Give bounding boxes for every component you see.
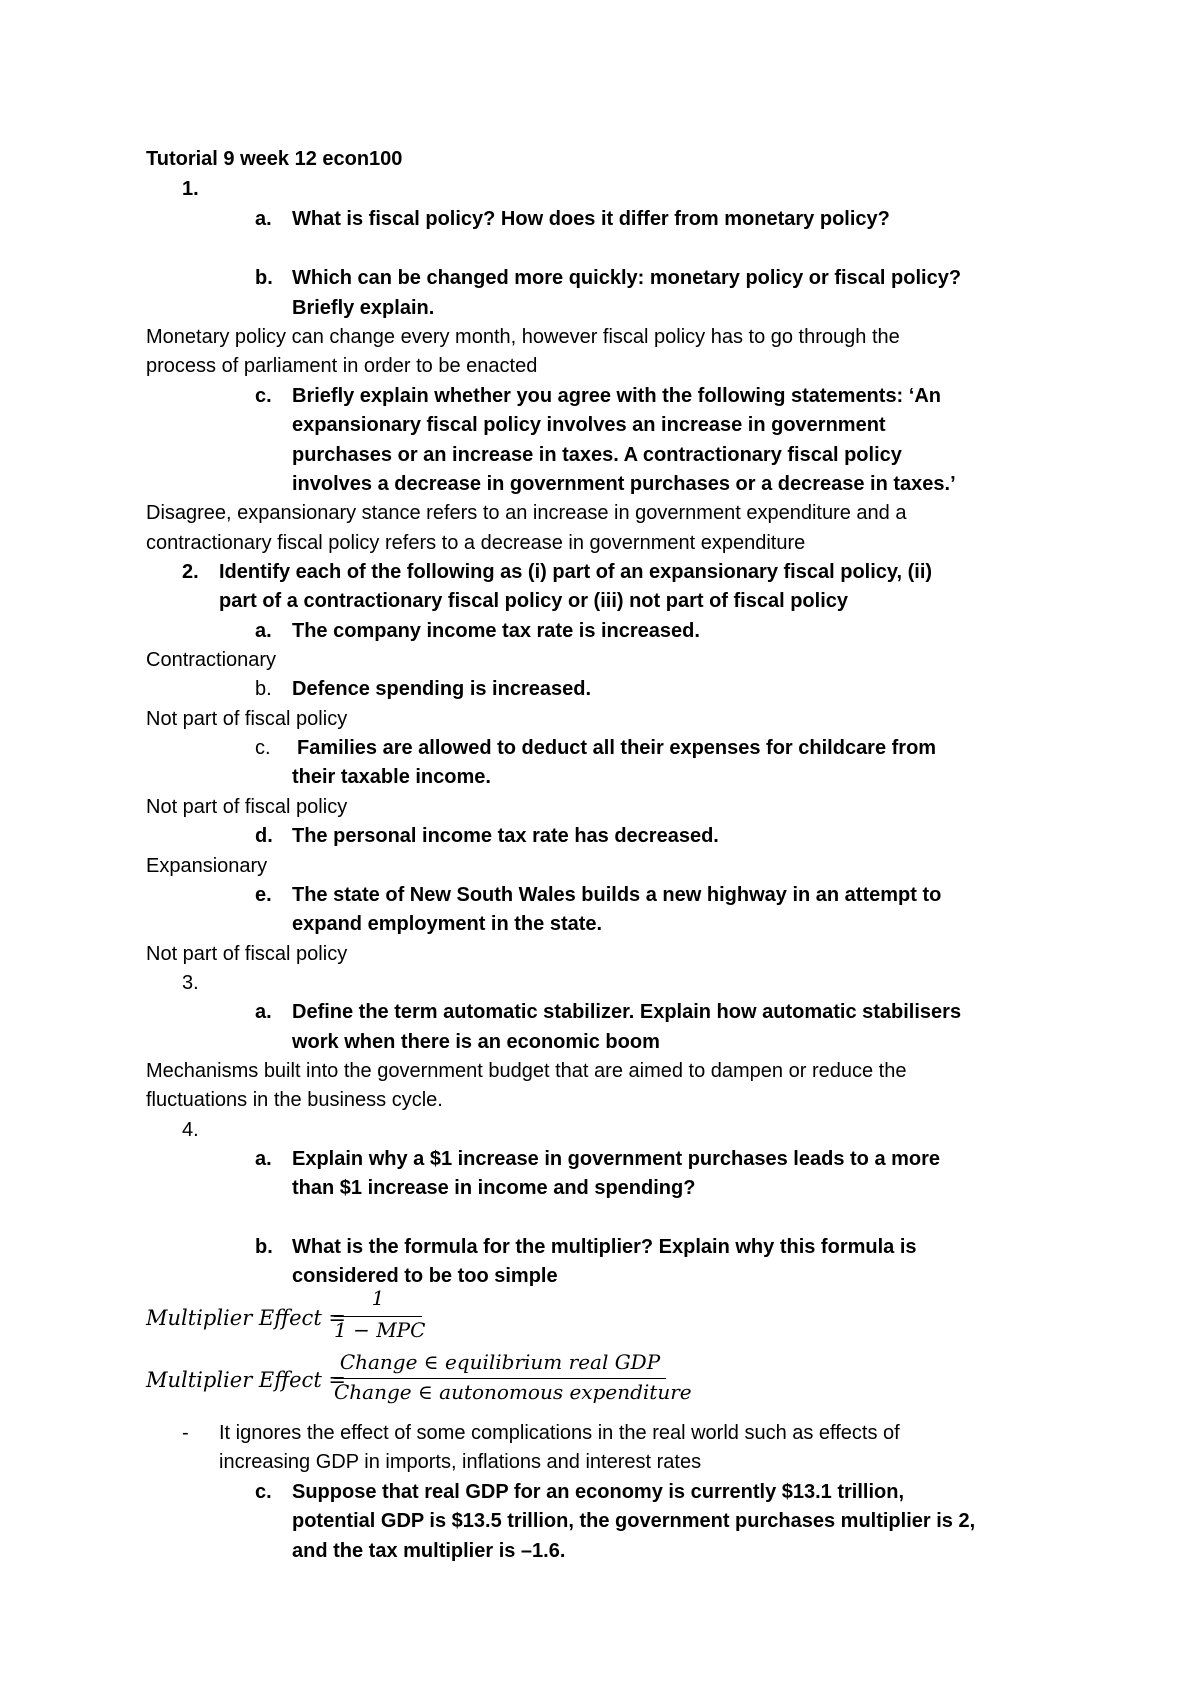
q1b-text: Briefly explain. (292, 297, 435, 319)
q2e-text: The state of New South Wales builds a new highway in an attempt to (292, 884, 942, 906)
document-title: Tutorial 9 week 12 econ100 (146, 148, 403, 170)
question-3-number: 3. (182, 972, 199, 994)
q2c-text: Families are allowed to deduct all their expenses for childcare from (297, 737, 937, 759)
q1b-answer: Monetary policy can change every month, however fiscal policy has to go through the (146, 326, 900, 348)
q1c-text: involves a decrease in government purchases or a decrease in taxes.’ (292, 473, 956, 495)
q4c-text: and the tax multiplier is –1.6. (292, 1540, 566, 1562)
q2d-label: d. (255, 825, 273, 847)
q2c-text: their taxable income. (292, 766, 491, 788)
q1c-text: purchases or an increase in taxes. A contractionary fiscal policy (292, 444, 902, 466)
bullet-marker: - (182, 1422, 189, 1444)
q2e-label: e. (255, 884, 272, 906)
q1c-answer: Disagree, expansionary stance refers to an increase in government expenditure and a (146, 502, 907, 524)
q3a-text: work when there is an economic boom (292, 1031, 660, 1053)
q2c-label: c. (255, 737, 271, 759)
q2-text: part of a contractionary fiscal policy or (iii) not part of fiscal policy (219, 590, 849, 612)
q1b-answer: process of parliament in order to be enacted (146, 355, 538, 377)
q1c-answer: contractionary fiscal policy refers to a decrease in government expenditure (146, 532, 806, 554)
bullet-text: It ignores the effect of some complications in the real world such as effects of (219, 1422, 900, 1444)
question-1-number: 1. (182, 178, 199, 200)
bullet-text: increasing GDP in imports, inflations and interest rates (219, 1451, 702, 1473)
formula-2-fraction-bar (334, 1378, 666, 1379)
q3a-answer: fluctuations in the business cycle. (146, 1089, 443, 1111)
q2d-text: The personal income tax rate has decreased. (292, 825, 719, 847)
q2d-answer: Expansionary (146, 855, 268, 877)
q1b-text: Which can be changed more quickly: monetary policy or fiscal policy? (292, 267, 962, 289)
q4a-text: than $1 increase in income and spending? (292, 1177, 696, 1199)
q3a-label: a. (255, 1001, 272, 1023)
q1c-text: expansionary fiscal policy involves an increase in government (292, 414, 886, 436)
q4b-label: b. (255, 1236, 273, 1258)
q1a-label: a. (255, 208, 272, 230)
q4b-text: What is the formula for the multiplier? Explain why this formula is (292, 1236, 917, 1258)
q2e-answer: Not part of fiscal policy (146, 943, 348, 965)
q2-text: Identify each of the following as (i) part of an expansionary fiscal policy, (ii) (219, 561, 933, 583)
formula-1-fraction-bar (334, 1316, 422, 1317)
q2a-label: a. (255, 620, 272, 642)
question-2-number: 2. (182, 561, 199, 583)
formula-2-denominator: Change ∈ autonomous expenditure (334, 1380, 692, 1404)
q4a-text: Explain why a $1 increase in government purchases leads to a more (292, 1148, 941, 1170)
q1c-text: Briefly explain whether you agree with the following statements: ‘An (292, 385, 941, 407)
q2e-text: expand employment in the state. (292, 913, 603, 935)
q1b-label: b. (255, 267, 273, 289)
question-4-number: 4. (182, 1119, 199, 1141)
q2b-label: b. (255, 678, 272, 700)
q4c-text: potential GDP is $13.5 trillion, the government purchases multiplier is 2, (292, 1510, 976, 1532)
q1c-label: c. (255, 385, 272, 407)
q2c-answer: Not part of fiscal policy (146, 796, 348, 818)
q4c-text: Suppose that real GDP for an economy is currently $13.1 trillion, (292, 1481, 905, 1503)
q3a-text: Define the term automatic stabilizer. Explain how automatic stabilisers (292, 1001, 962, 1023)
formula-2-numerator: Change ∈ equilibrium real GDP (339, 1350, 661, 1374)
q4c-label: c. (255, 1481, 272, 1503)
formula-2-lhs: Multiplier Effect = (146, 1368, 347, 1392)
q1a-text: What is fiscal policy? How does it differ from monetary policy? (292, 208, 890, 230)
q2b-answer: Not part of fiscal policy (146, 708, 348, 730)
formula-1-lhs: Multiplier Effect = (146, 1306, 347, 1330)
q2a-text: The company income tax rate is increased. (292, 620, 700, 642)
q4a-label: a. (255, 1148, 272, 1170)
q2b-text: Defence spending is increased. (292, 678, 591, 700)
q2a-answer: Contractionary (146, 649, 277, 671)
formula-1-numerator: 1 (371, 1286, 385, 1310)
q4b-text: considered to be too simple (292, 1265, 558, 1287)
formula-1-denominator: 1 − MPC (334, 1318, 426, 1342)
q3a-answer: Mechanisms built into the government budget that are aimed to dampen or reduce the (146, 1060, 907, 1082)
